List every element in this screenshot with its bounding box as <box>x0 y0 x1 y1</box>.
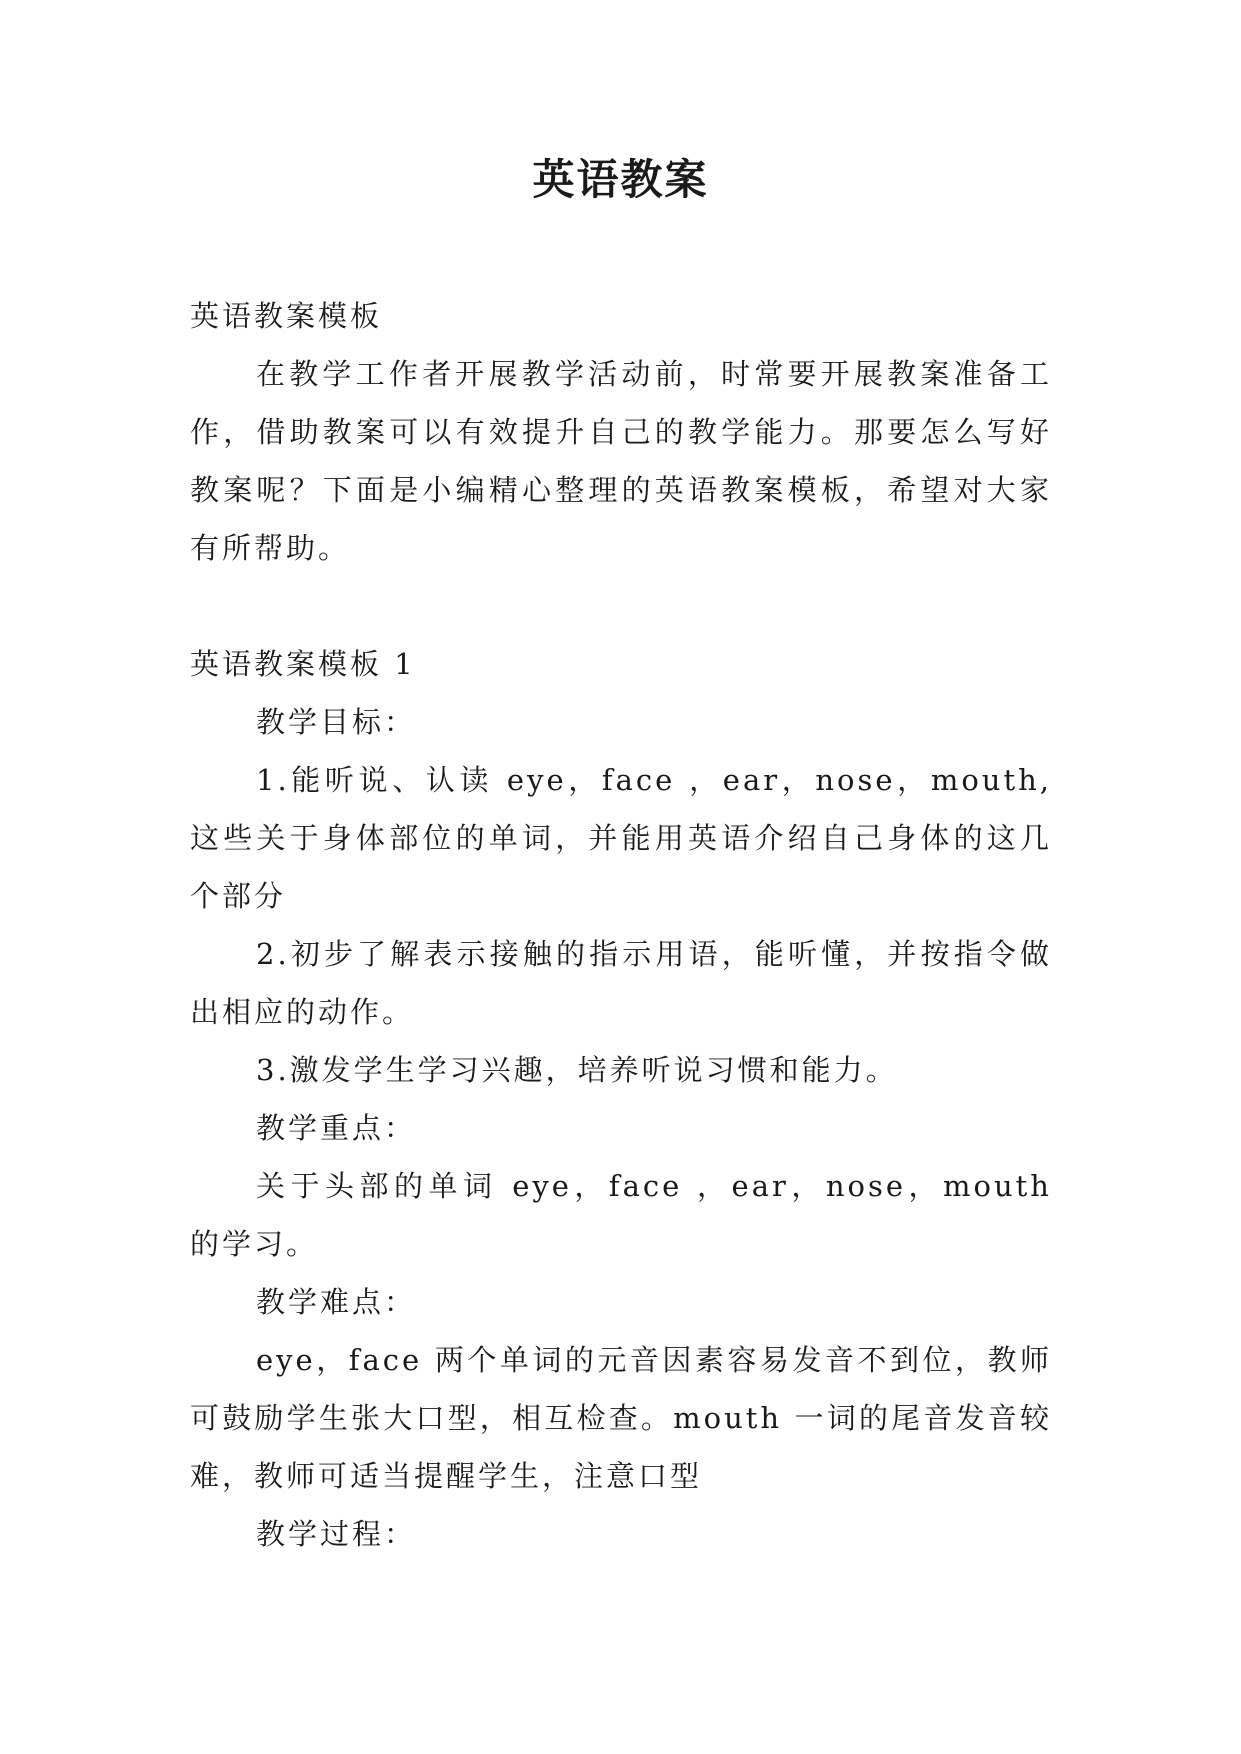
paragraph-spacer <box>190 577 1052 635</box>
objective-item-3: 3.激发学生学习兴趣，培养听说习惯和能力。 <box>256 1053 898 1087</box>
key-points-text: 关于头部的单词 eye，face ，ear，nose，mouth 的学习。 <box>190 1169 1052 1261</box>
objectives-label: 教学目标： <box>256 705 417 739</box>
objective-item-2: 2.初步了解表示接触的指示用语，能听懂，并按指令做出相应的动作。 <box>190 937 1052 1029</box>
difficulties-label: 教学难点： <box>256 1285 417 1319</box>
document-title: 英语教案 <box>532 155 709 204</box>
key-points-label: 教学重点： <box>256 1111 417 1145</box>
intro-paragraph: 在教学工作者开展教学活动前，时常要开展教案准备工作，借助教案可以有效提升自己的教学能力。那要怎么写好教案呢？下面是小编精心整理的英语教案模板，希望对大家有所帮助。 <box>190 357 1052 565</box>
section-heading: 英语教案模板 <box>190 299 383 333</box>
objective-item-1: 1.能听说、认读 eye，face ，ear，nose，mouth,这些关于身体部位的单词，并能用英语介绍自己身体的这几个部分 <box>190 763 1052 913</box>
template-heading: 英语教案模板 1 <box>190 647 416 681</box>
process-label: 教学过程： <box>256 1517 417 1551</box>
difficulties-text: eye，face 两个单词的元音因素容易发音不到位，教师可鼓励学生张大口型，相互检查。mouth 一词的尾音发音较难，教师可适当提醒学生，注意口型 <box>190 1343 1052 1493</box>
document-body <box>190 287 1052 1563</box>
